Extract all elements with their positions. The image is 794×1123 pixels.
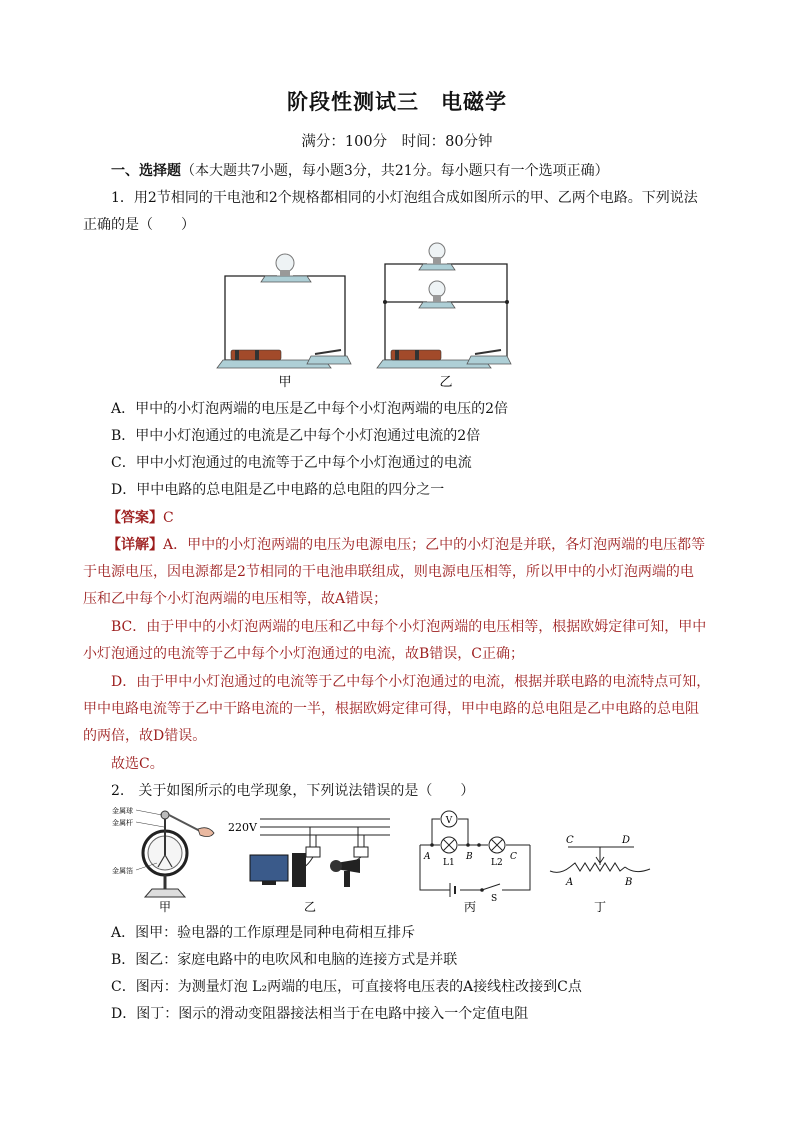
q1-explain-line7: 甲中电路电流等于乙中干路电流的一半，根据欧姆定律可得，甲中电路的总电阻是乙中电路的总电阻 — [83, 701, 699, 717]
label-foil: 金属箔 — [112, 867, 133, 875]
series-circuit-diagram — [420, 811, 530, 904]
bulb-icon — [261, 254, 311, 282]
q1-option-c: C．甲中小灯泡通过的电流等于乙中每个小灯泡通过的电流 — [111, 455, 472, 471]
q2-option-a: A．图甲：验电器的工作原理是同种电荷相互排斥 — [111, 925, 416, 941]
q1-explain-line8: 的两倍，故D错误。 — [83, 728, 207, 744]
label-point-b: B — [466, 852, 473, 862]
section-title: 一、选择题 — [111, 163, 181, 179]
q1-option-d: D．甲中电路的总电阻是乙中电路的总电阻的四分之一 — [111, 482, 445, 498]
q1-answer — [107, 509, 174, 527]
label-voltmeter: V — [445, 816, 453, 826]
household-circuit-illustration — [228, 819, 390, 887]
q1-stem-line2: 正确的是（ ） — [83, 217, 195, 233]
q1-explain-line1 — [107, 536, 705, 554]
computer-icon — [250, 853, 306, 887]
rheostat-diagram — [550, 835, 650, 888]
circuit-yi — [377, 243, 511, 368]
q1-option-b: B．甲中小灯泡通过的电流是乙中每个小灯泡通过电流的2倍 — [111, 428, 481, 444]
q1-circuit-figure — [215, 240, 525, 390]
fig-label-jia: 甲 — [278, 375, 292, 390]
label-l2: L2 — [491, 858, 503, 868]
label-ball: 金属球 — [112, 807, 133, 815]
fig-label-jia: 甲 — [158, 900, 172, 914]
q2-option-b: B．图乙：家庭电路中的电吹风和电脑的连接方式是并联 — [111, 952, 458, 968]
q2-option-c: C．图丙：为测量灯泡 L₂两端的电压，可直接将电压表的A接线柱改接到C点 — [111, 979, 582, 995]
fig-label-bing: 丙 — [463, 900, 477, 914]
label-220v: 220V — [228, 821, 257, 834]
fig-label-ding: 丁 — [593, 900, 607, 914]
section-heading — [111, 162, 609, 180]
fig-label-yi: 乙 — [439, 375, 453, 390]
label-l1: L1 — [443, 858, 455, 868]
q2-stem: 2. 关于如图所示的电学现象，下列说法错误的是（ ） — [111, 783, 475, 799]
q1-explain-line5: 小灯泡通过的电流等于乙中每个小灯泡通过的电流，故B错误，C正确； — [83, 646, 524, 662]
q1-option-a: A．甲中的小灯泡两端的电压是乙中每个小灯泡两端的电压的2倍 — [111, 401, 509, 417]
q1-explain-line6: D．由于甲中小灯泡通过的电流等于乙中每个小灯泡通过的电流，根据并联电路的电流特点可知， — [111, 674, 711, 690]
hair-dryer-icon — [330, 859, 360, 887]
hand-icon — [198, 828, 214, 837]
q1-explain-line3: 压和乙中每个小灯泡两端的电压相等，故A错误； — [83, 591, 388, 607]
answer-value: C — [163, 510, 174, 526]
bulb-icon — [419, 243, 455, 270]
label-rheostat-a: A — [566, 877, 574, 888]
q1-explain-line4: BC．由于甲中的小灯泡两端的电压和乙中每个小灯泡两端的电压相等，根据欧姆定律可知，甲中 — [111, 619, 707, 635]
q2-figure — [110, 805, 670, 917]
page-title: 阶段性测试三 电磁学 — [287, 90, 507, 114]
switch-icon — [467, 350, 511, 364]
label-rod: 金属杆 — [112, 819, 133, 827]
answer-tag: 【答案】 — [107, 510, 163, 526]
label-switch: S — [491, 894, 498, 904]
q1-stem-line1: 1．用2节相同的干电池和2个规格都相同的小灯泡组合成如图所示的甲、乙两个电路。下列说法 — [111, 190, 698, 206]
label-point-a: A — [424, 852, 431, 862]
q1-explain-line2: 于电源电压，因电源都是2节相同的干电池串联组成，则电源电压相等，所以甲中的小灯泡两端的电 — [83, 564, 694, 580]
explain-tag: 【详解】 — [107, 537, 163, 553]
bulb-icon — [419, 281, 455, 308]
circuit-jia — [217, 254, 351, 368]
label-point-c: C — [510, 852, 517, 862]
label-rheostat-c: C — [566, 835, 574, 846]
explain-text: A．甲中的小灯泡两端的电压为电源电压；乙中的小灯泡是并联，各灯泡两端的电压都等 — [163, 537, 706, 553]
score-time-info: 满分：100分 时间：80分钟 — [301, 134, 493, 150]
q2-option-d: D．图丁：图示的滑动变阻器接法相当于在电路中接入一个定值电阻 — [111, 1006, 529, 1022]
label-rheostat-b: B — [625, 877, 633, 888]
q1-conclusion: 故选C。 — [111, 756, 164, 772]
fig-label-yi: 乙 — [303, 900, 317, 914]
electroscope-illustration — [112, 806, 214, 897]
section-note: （本大题共7小题，每小题3分，共21分。每小题只有一个选项正确） — [181, 163, 609, 179]
label-rheostat-d: D — [622, 835, 631, 846]
